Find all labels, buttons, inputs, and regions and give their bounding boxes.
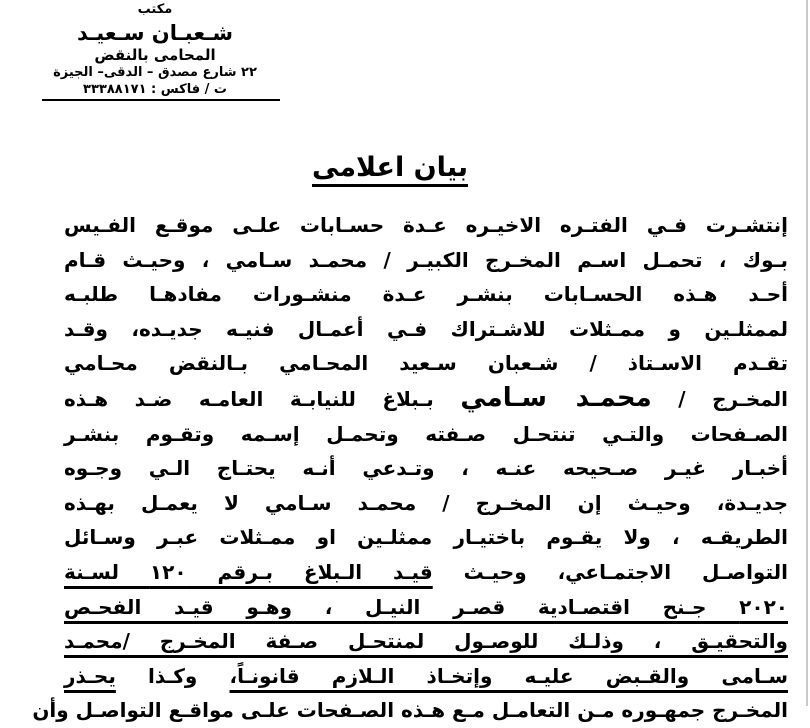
statement-line bbox=[64, 208, 788, 243]
lawyer-title: المحامى بالنقض bbox=[94, 46, 216, 65]
office-tel-fax: ت / فاكس : ٣٣٣٨٨١٧١ bbox=[83, 82, 227, 98]
line-text: وكـذا bbox=[115, 663, 230, 688]
underlined-text: يحـذر bbox=[64, 663, 116, 688]
statement-line bbox=[64, 590, 788, 625]
statement-line bbox=[64, 417, 788, 452]
statement-line bbox=[64, 659, 788, 694]
line-text: المخـرج جمهـوره مـن التعامـل مـع هـذه الصـفحات علـى مواقـع التواصـل وأن bbox=[32, 698, 788, 723]
line-text: بـبلاغ للنيابـة العامـه ضـد هـذه bbox=[64, 386, 461, 411]
line-text: الصـفحات والتـي تنتحـل صـفته وتحمـل إسـمه وتقـوم بنشـر bbox=[64, 421, 788, 446]
statement-line bbox=[64, 486, 788, 521]
line-text: التواصـل الاجتمـاعي، وحيـث bbox=[432, 559, 788, 584]
line-text: المخـرج / bbox=[651, 386, 789, 411]
line-text: جديـدة، وحيـث إن المخـرج / محمـد سـامي لا يعمـل بهـذه bbox=[64, 490, 788, 515]
page-edge-line bbox=[806, 0, 808, 706]
statement-line bbox=[64, 243, 788, 278]
line-text: الطريقـه ، ولا يقـوم باختيـار ممثلـين او ممـثلات عبـر وسـائل bbox=[64, 525, 788, 550]
statement-line bbox=[32, 693, 788, 728]
document-body bbox=[32, 208, 789, 728]
underlined-text: قيـد الـبلاغ بـرقم ١٢٠ لسـنة bbox=[64, 559, 433, 584]
letterhead-rule bbox=[42, 99, 280, 101]
statement-line bbox=[64, 346, 788, 381]
underlined-text: سـامى والقـبض عليـه وإتخـاذ الـلازم قانونـاً، bbox=[229, 663, 788, 688]
underlined-text: والتحقيـق ، وذلـك للوصـول لمنتحـل صـفة المخـرج /محمـد bbox=[64, 629, 788, 654]
line-text: أخبـار غيـر صـحيحه عنـه ، وتـدعي أنـه يحتـاج الـي وجـوه bbox=[64, 456, 788, 481]
statement-line bbox=[64, 555, 788, 590]
statement-line bbox=[64, 381, 788, 417]
line-text: تقـدم الاسـتاذ / شـعبان سـعيد المحـامي بـالنقض محـامي bbox=[64, 351, 788, 376]
office-address: ٢٢ شارع مصدق – الدقى– الجيزة bbox=[53, 65, 257, 81]
statement-line bbox=[64, 451, 788, 486]
statement-title: بيان اعلامى bbox=[312, 152, 468, 183]
statement-line bbox=[64, 312, 788, 347]
statement-line bbox=[64, 624, 788, 659]
statement-line bbox=[64, 277, 788, 312]
statement-title-row bbox=[0, 152, 810, 183]
line-text: إنتشـرت فـي الفتـره الاخيـره عـدة حسـابات علـى موقـع الفـيس bbox=[64, 213, 788, 237]
line-text: لممثلـين و ممـثلات للاشـتراك فـي أعمـال فنيـه جديـده، وقـد bbox=[64, 316, 788, 341]
director-name-emphasis: محمـد سـامي bbox=[460, 382, 652, 413]
underlined-text: ٢٠٢٠ جـنح اقتصـادية قصـر النيـل ، وهـو قيـد الفحـص bbox=[64, 594, 788, 619]
statement-line bbox=[64, 520, 788, 555]
lawyer-name: شـعبـان سـعيـد bbox=[76, 20, 234, 45]
line-text: بـوك ، تحمـل اسـم المخـرج الكبيـر / محمـد سـامي ، وحيـث قـام bbox=[64, 247, 788, 272]
letterhead bbox=[35, 2, 275, 98]
office-label: مكتب bbox=[137, 2, 173, 17]
line-text: أحـد هـذه الحسـابات بنشـر عـدة منشـورات مفادهـا طلبـه bbox=[64, 282, 788, 307]
